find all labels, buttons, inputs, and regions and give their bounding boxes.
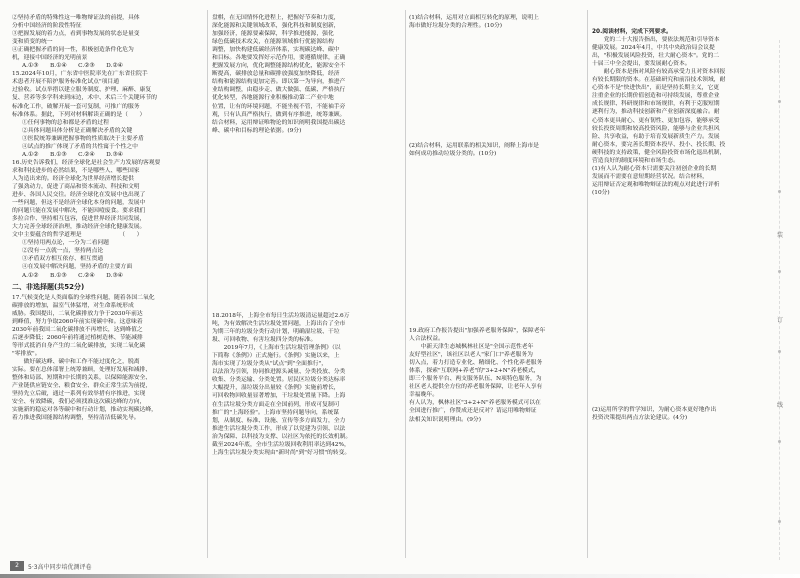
question-18-text: 推进生活垃圾分类工作，形成了以党建为引领、以法 [212,425,346,432]
question-20-text: 较长投资周期和较高投资风险，能够与企业共担风 [592,125,720,132]
binding-label: 线 [776,402,783,409]
question-17-continued: 结构和能源结构更加完善。即以第一为导向，推进产 [212,79,346,86]
question-18-text: 18.2018年，上海全市每日生活垃圾清运量超过2.6万 [212,313,350,319]
question-18-text: 划，从制度、标准、设施、宣传等多方面发力，全力 [212,417,346,424]
question-17-text: 产业链供应链安全、粮食安全、群众正常生活为前提， [12,383,152,390]
footer-bar [0,574,800,578]
question-15-stem: 15.2024年10月，广东省中医院率先在广东省住院手 [12,71,148,78]
question-20-text: 硬科技的支持政策，健全风险投资市场化退出机制， [592,149,726,156]
question-17-text: 等形式抵消自身产生的二氧化碳排放，实现二氧化碳 [12,342,146,349]
question-18-1: (1)结合材料，运用对立面相互转化的原理，说明上 [409,15,539,21]
question-17-text: 后逐步降低；2060年前将通过植树造林、节能减排 [12,334,143,341]
answer-space [409,30,582,142]
column-divider [587,10,588,558]
question-19-text: 人合法权益。 [409,336,444,343]
column-divider [405,10,406,558]
question-20-text: 成长规律、科研规律和市场规律，有利于克服短期 [592,101,720,108]
binding-hole [778,440,781,443]
question-15-stem: 标准体系。据此，下列对材料解读正确的是（ ） [12,111,146,118]
question-18-text: 推广的"上海经验"。上海市坚持问题导向，系统谋 [212,409,340,416]
question-17-text: 实施新的稳运对各等碳中和行动计划，推动实现碳达峰， [12,407,157,414]
question-15-stem: 标准化工作，破解开展一套可复制，可推广的服务 [12,103,140,110]
question-20-1: 发展而不需要在意短期经营状况。结合材料， [592,173,708,180]
question-20-text: 心资本更具耐心、更有韧性、更加包容，能够承受 [592,117,720,124]
question-14-item: 变和质变的统一 [12,39,53,46]
question-15-item: ②具体问题具体分析是正确解决矛盾的关键 [22,127,133,134]
question-14-item: ②坚持矛盾的特殊性这一唯物辩证法的前提，具体 [12,15,140,21]
question-16-stem: 一些问题，但这不是经济全球化本身的问题，发展中 [12,200,146,207]
question-17-text: 到峰值，努力争取2060年前实现碳中和。这意味着 [12,318,143,325]
question-16-item: ④在发展中解决问题，坚持矛盾的主要方面 [22,264,133,271]
question-17-continued: 和目标。各地要发挥好示范作用，要遵循规律，正确 [212,55,346,62]
question-17-continued: 结合材料，运用辩证唯物论的知识阐明我国提出碳达 [212,119,346,126]
question-20-1: (10分) [592,189,610,196]
question-18-text: 2019年7月，《上海市生活垃圾管理条例》（以 [212,345,341,352]
question-20-text: 险、共享收益，有助于培育发展新质生产力。发展 [592,133,720,140]
question-16-item: ②没有一点就一点，坚持两点论 [22,248,104,255]
column-divider [207,10,208,558]
question-14-options: A.①③ B.①④ C.②③ D.②④ [22,63,123,70]
column-2-q18 [212,312,402,552]
section-heading: 二、非选择题(共52分) [12,282,85,291]
question-19-text: 社区老人提供全方位的养老服务保障，让老年人享有 [409,384,543,391]
question-19-text: 即三个服务平台、两支服务队伍、N项特色服务，为 [409,376,542,383]
column-4-q20-2 [592,406,762,466]
question-20-text: 健康发展。2024年4月，中共中央政治局会议提 [592,45,715,52]
binding-label: 装 [776,232,783,239]
question-18-text: 治为保障、以科技为支撑、以社区为依托的长效机制。 [212,433,352,440]
question-17-text: 威胁。我国提出，二氧化碳排放力争于2030年前达 [12,310,143,317]
question-17-text: 整体和局部、短期和中长期的关系，以保障能源安全、 [12,375,152,382]
question-14-item: 机，迎接中国经济的光明前景 [12,55,88,62]
question-14-item: ③把握发展的着力点，看到事物发展的状态是量变 [12,31,140,38]
question-18-1: 海市做好垃圾分类的合理性。(10分) [409,23,503,30]
question-20-text: 有较长期限的资本。在基础研究和前沿技术领域，耐 [592,77,726,84]
question-19-text: 有人认为，枫林社区"3+2+N"养老服务模式可以在 [409,400,541,407]
question-19-text: 法相关知识说明理由。(9分) [409,416,481,423]
question-17-continued: 绿色低碳技术攻关，在能源领域推行优能源结构 [212,39,334,46]
question-18-text: 以法治为引领，协同推进源头减量、分类投放、分类 [212,369,346,376]
question-20-1: 运用辩证否定观和唯物辩证法的观点对此进行评析 [592,181,720,188]
question-20-text: 营造良好的制度环境和市场生态。 [592,157,679,164]
page-footer [10,560,92,572]
question-15-stem: 术患者开展不陪护服务标准化试点"项目通 [12,79,120,86]
question-19-text: 体系，探索"互联网+养老"的"3+2+N"养老模式， [409,368,540,375]
question-20-text: 党的二十大报告指出，要依法规范和引导资本 [592,37,720,44]
question-15-options: A.①② B.①③ C.②④ D.③④ [22,151,123,158]
question-17-text: 安全、有效降碳，我们必须找准这次碳达峰的方向， [12,399,146,406]
question-15-item: ①任何事物的总和都是矛盾的过程 [22,119,109,126]
question-15-stem: 过验收。试点举措以建立服务制度、护理、麻醉、康复 [12,87,152,94]
question-16-stem: 大力完善全球经济治理，推动经济全球化健康发展。 [12,224,146,231]
question-15-stem: 复、营养等多学科来到床边，术中、术后三个关键环节的 [12,95,157,102]
question-20-heading: 20.阅读材料，完成下列要求。 [592,29,672,35]
question-15-item: ④试点的推广体现了矛盾的共性寓于个性之中 [22,143,138,150]
question-14-item: 分析中国经济的阶段性特征 [12,23,82,30]
question-17-continued: 深化能源和关键领域改革，强化科技和制度创新， [212,23,340,30]
question-18-text: 圾、可回收物、有害垃圾四分类的标准。 [212,337,317,344]
question-17-continued: 把握发展方向，优化调整能源结构优化，能源安全不 [212,63,346,70]
question-17-text: 做好碳达峰、碳中和工作不能过度化之，脱离 [12,358,140,365]
question-18-text: 海市实现了垃圾分类从"试点"到"全面推行"， [212,361,328,368]
question-17-continued: 位置，让有的环境问题，不能坐视不管，不能袖手旁 [212,103,346,110]
question-19-text: 幸福晚年。 [409,392,438,399]
question-16-stem: 人为造出来的。经济全球化为世界经济增长提供 [12,175,134,182]
question-16-stem: 多拉合作、坚持相互包容，促进世界经济共同发展， [12,216,146,223]
binding-margin [775,40,785,560]
binding-label: 订 [776,317,783,324]
question-18-text: 上海生活垃圾分类实现由"新时尚"到"好习惯"的转变。 [212,449,351,456]
question-18-2: 如何成功推动垃圾分类的。(10分) [409,151,497,158]
question-17-continued: 盘棋，在无国情怀化进程上，把握好节奏和力度， [212,15,340,21]
question-19-text: 友好型社区"，该社区以老人"家门口"养老服务为 [409,352,533,359]
question-17-text: "零排放"。 [12,350,41,357]
column-3-top [409,14,582,304]
question-20-2: 投资决策提出两点方法论建议。(4分) [592,415,688,422]
question-17-continued: 峰、碳中和目标的理论依据。(9分) [212,127,302,134]
question-16-item: ③矛盾双方相互依存、相互贯通 [22,256,104,263]
question-17-continued: 观，只有认真严格执行，做到有序推进，统筹兼顾。 [212,111,346,118]
question-19-text: 全国进行推广，你赞成还是反对？请运用唯物辩证 [409,408,537,415]
question-20-text: 注重企业的长期价值创造和可持续发展，尊重企业 [592,93,720,100]
question-17-continued: 调整，加快构建低碳经济体系，实现碳达峰、碳中 [212,47,340,54]
binding-hole [778,190,781,193]
question-16-options: A.①② B.①③ C.②④ D.③④ [22,272,123,279]
question-17-continued: 业结构调整，由稳步走、做大做强、低碳、严格执行 [212,87,346,94]
question-18-text: 可回收物回收量显著增加，干垃圾处置量下降。上海 [212,393,346,400]
question-15-item: ③医院统筹兼顾把握事物的性质取决于主要矛盾 [22,135,144,142]
column-3-q19 [409,327,582,567]
question-18-text: 收集、分类运输、分类处置。居民区垃圾分类达标率 [212,377,346,384]
question-17-text: 着力推进我国能源结构调整，坚持清洁低碳先导。 [12,415,140,422]
question-20-text: 十届三中全会提出，要发展耐心资本。 [592,61,691,68]
binding-hole [778,270,781,273]
question-18-text: 吨，为有效解决生活垃圾处置问题，上海出台了全市 [212,321,346,328]
question-16-stem: 进步、各国人民交往。经济全球化在发展中也出现了 [12,192,146,199]
question-20-2: (2)运用所学的哲学知识，为耐心资本更好地作出 [592,407,717,413]
question-17-text: 实际。要在总体部署上统筹兼顾，处理好发展和减排、 [12,366,152,373]
question-18-text: 截至2024年底，全市生活垃圾回收利用率达到42%， [212,441,350,448]
question-17-text: 碳排放的增加，温室气体猛增，对生命系统形成 [12,302,134,309]
question-20-text: 耐心资本是指对风险有较高承受力且对资本回报 [592,69,726,76]
question-20-text: 心资本不是"快进快出"，而是坚持长期主义，它更 [592,85,720,92]
question-17-text: 坚持先立后破，通过一系列有效举措有序推进，实现 [12,391,146,398]
question-18-2: (2)结合材料，运用联系的相关知识，阐释上海市是 [409,143,539,150]
question-20-text: 耐心资本，要完善长期资本投早、投小、投长期、投 [592,141,726,148]
footer-title: 5·3高中同步培优测评卷 [28,563,92,571]
question-18-text: 大幅提升，湿垃圾分出量较《条例》实施前增长， [212,385,340,392]
question-17-continued: 断提高，碳排放总量和碳排放强度加快降低，经济 [212,71,340,78]
question-17-text: 2030年前我国二氧化碳排放不再增长，达到峰值之 [12,326,143,333]
question-14-item: ④正确把握矛盾的同一性，积极创造条件化危为 [12,47,134,54]
question-16-stem: 了强劲动力，促进了商品和资本流动、科技和文明 [12,183,140,190]
question-20-1: (1)有人认为耐心资本只需要关注初创企业的长期 [592,165,717,172]
question-19-text: 19.政府工作报告提出"加强养老服务保障"，保障老年 [409,328,546,334]
question-17-continued: 加强经济，能源要素保障，科学推进能源，强化 [212,31,334,38]
binding-hole [778,100,781,103]
column-4-top [592,28,762,328]
question-18-text: 为期三年的垃圾分类行动计划，明确湿垃圾、干垃 [212,329,340,336]
question-19-text: 切入点，着力打造专业化、精细化、个性化养老服务 [409,360,543,367]
question-16-stem: 16.历史告诉我们，经济全球化是社会生产力发展的客观要 [12,159,161,166]
question-20-text: 出，"积极发展风险投资，壮大耐心资本"。党的二 [592,53,720,60]
question-19-text: 中新天津生态城枫林社区是"全国示范性老年 [409,344,534,351]
question-18-text: 在生活垃圾分类方面走在全国前列，形成可复制可 [212,401,340,408]
question-20-text: 逐利行为，推动科技创新和产业创新深度融合。耐 [592,109,720,116]
page-number: 2 [10,561,24,571]
column-1 [12,14,204,544]
column-2-top [212,14,402,314]
binding-dashed-line [779,40,780,560]
question-16-stem: 文中主要蕴含的哲学道理是 （ ） [12,232,143,239]
question-17-continued: 优化转型，各地能源行业积极推动第二产业中地 [212,95,334,102]
binding-hole [778,350,781,353]
question-18-text: 下简称《条例》）正式施行。《条例》实施以来，上 [212,353,340,360]
question-16-stem: 的问题只能在发展中解决，不能因噎废食。要求我们 [12,208,146,215]
question-16-stem: 求和科技进步的必然结果，不是哪些人、哪些国家 [12,167,140,174]
question-17-text: 17.气候变化是人类面临的全球性问题，随着各国二氧化 [12,294,155,301]
binding-hole [778,520,781,523]
question-16-item: ①坚持用两点论，一分为二看问题 [22,240,109,247]
